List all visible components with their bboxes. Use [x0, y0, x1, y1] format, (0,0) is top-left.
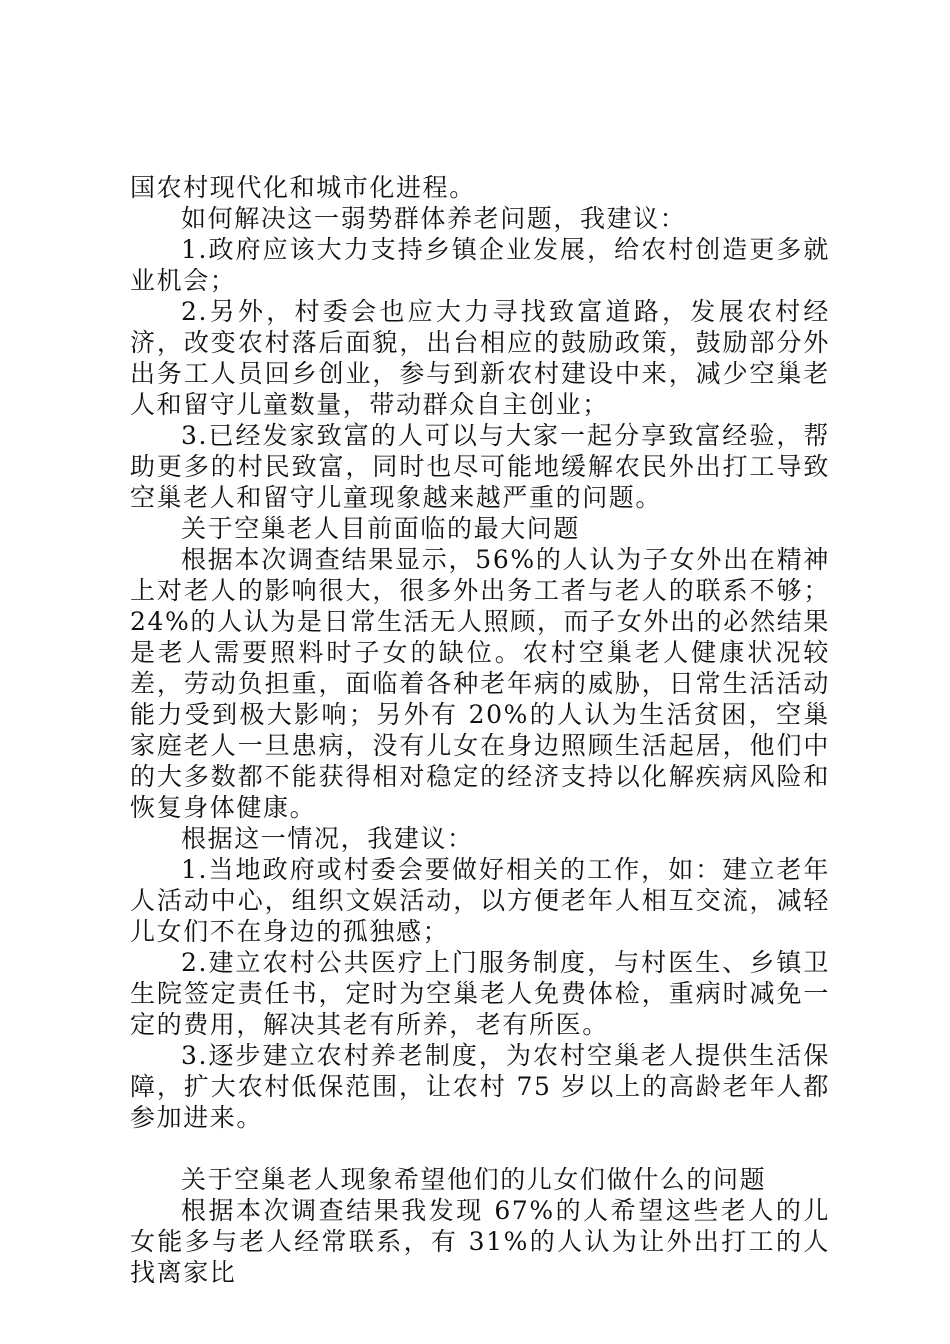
paragraph-suggestion-1-1: 1.政府应该大力支持乡镇企业发展，给农村创造更多就业机会； — [130, 235, 830, 295]
paragraph-suggestion-2-1: 1.当地政府或村委会要做好相关的工作，如：建立老年人活动中心，组织文娱活动，以方便老年人相互交流，减轻儿女们不在身边的孤独感； — [130, 855, 830, 946]
section-heading-children-expectations: 关于空巢老人现象希望他们的儿女们做什么的问题 — [181, 1165, 767, 1194]
paragraph-survey-results-2: 根据本次调查结果我发现 67%的人希望这些老人的儿女能多与老人经常联系，有 31%的人认为让外出打工的人找离家比 — [130, 1196, 830, 1287]
paragraph-suggestion-1-3: 3.已经发家致富的人可以与大家一起分享致富经验，帮助更多的村民致富，同时也尽可能地缓解农民外出打工导致空巢老人和留守儿童现象越来越严重的问题。 — [130, 421, 830, 512]
paragraph-suggestion-2-2: 2.建立农村公共医疗上门服务制度，与村医生、乡镇卫生院签定责任书，定时为空巢老人免费体检，重病时减免一定的费用，解决其老有所养，老有所医。 — [130, 948, 830, 1039]
paragraph-suggestion-1-2: 2.另外，村委会也应大力寻找致富道路，发展农村经济，改变农村落后面貌，出台相应的鼓励政策，鼓励部分外出务工人员回乡创业，参与到新农村建设中来，减少空巢老人和留守儿童数量，带动群众自主创业； — [130, 297, 830, 419]
paragraph-question-2: 根据这一情况，我建议： — [181, 824, 474, 853]
paragraph-question-1: 如何解决这一弱势群体养老问题，我建议： — [181, 204, 687, 233]
document-body — [130, 172, 830, 1288]
paragraph-suggestion-2-3: 3.逐步建立农村养老制度，为农村空巢老人提供生活保障，扩大农村低保范围，让农村 75 岁以上的高龄老年人都参加进来。 — [130, 1041, 830, 1132]
section-heading-biggest-problem: 关于空巢老人目前面临的最大问题 — [181, 514, 581, 543]
paragraph-continuation: 国农村现代化和城市化进程。 — [130, 173, 476, 202]
paragraph-survey-results-1: 根据本次调查结果显示，56%的人认为子女外出在精神上对老人的影响很大，很多外出务工者与老人的联系不够；24%的人认为是日常生活无人照顾，而子女外出的必然结果是老人需要照料时子女的缺位。农村空巢老人健康状况较差，劳动负担重，面临着各种老年病的威胁，日常生活活动能力受到极大影响；另外有 20%的人认为生活贫困，空巢家庭老人一旦患病，没有儿女在身边照顾生活起居，他们中的大多数都不能获得相对稳定的经济支持以化解疾病风险和恢复身体健康。 — [130, 545, 830, 822]
